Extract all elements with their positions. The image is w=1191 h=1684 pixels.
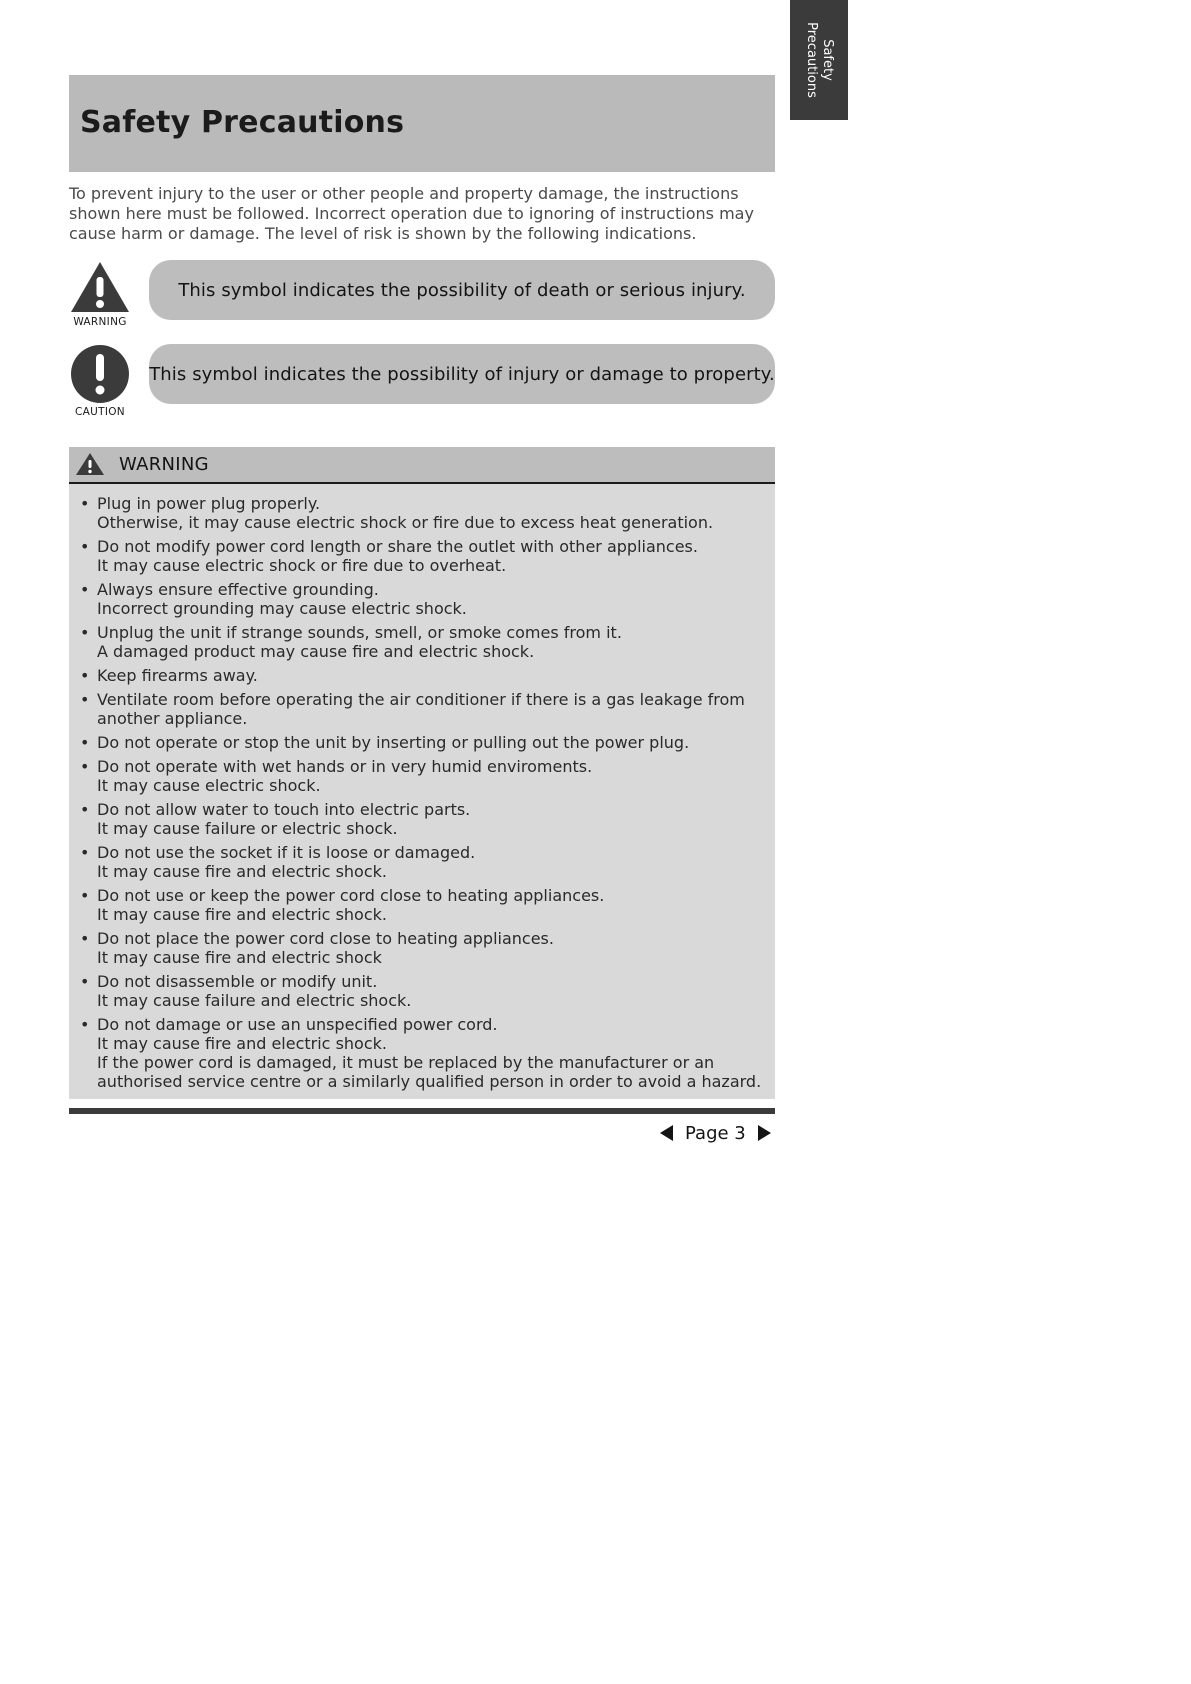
warning-list-item <box>69 800 775 838</box>
warning-section <box>69 447 775 1099</box>
caution-symbol-caption: CAUTION <box>75 406 125 418</box>
caution-symbol-description: This symbol indicates the possibility of injury or damage to property. <box>149 344 775 404</box>
warning-list-item <box>69 537 775 575</box>
warning-item-instruction: • Do not allow water to touch into electric parts. <box>97 800 471 819</box>
warning-list-item <box>69 580 775 618</box>
warning-item-consequence: It may cause fire and electric shock. <box>97 905 387 924</box>
page-number: Page 3 <box>685 1122 746 1144</box>
warning-list-item <box>69 690 775 728</box>
warning-item-instruction: • Ventilate room before operating the air conditioner if there is a gas leakage from another appliance. <box>97 690 745 728</box>
warning-item-consequence: A damaged product may cause fire and electric shock. <box>97 642 535 661</box>
caution-symbol-row <box>69 344 775 418</box>
previous-page-arrow-icon[interactable] <box>660 1125 673 1141</box>
title-bar <box>69 75 775 172</box>
warning-item-consequence: It may cause failure and electric shock. <box>97 991 412 1010</box>
page-title: Safety Precautions <box>80 105 405 140</box>
page-navigation <box>660 1121 780 1145</box>
intro-paragraph: To prevent injury to the user or other people and property damage, the instructions shown here must be followed. Incorrect operation due to ignoring of instructions may cause harm or damage. The level of risk is shown by the following indications. <box>69 184 754 243</box>
warning-list-item <box>69 929 775 967</box>
warning-list-item <box>69 623 775 661</box>
warning-list-item <box>69 972 775 1010</box>
warning-item-instruction: • Unplug the unit if strange sounds, smell, or smoke comes from it. <box>97 623 622 642</box>
warning-item-consequence: It may cause fire and electric shock. <box>97 862 387 881</box>
warning-list-item <box>69 666 775 685</box>
warning-item-instruction: • Do not use the socket if it is loose or damaged. <box>97 843 476 862</box>
caution-exclamation-icon <box>69 344 131 404</box>
warning-symbol-description: This symbol indicates the possibility of death or serious injury. <box>149 260 775 320</box>
warning-item-instruction: • Keep firearms away. <box>97 666 258 685</box>
warning-list-item <box>69 886 775 924</box>
warning-list-item <box>69 1015 775 1091</box>
caution-symbol <box>69 344 131 418</box>
warning-item-instruction: • Do not disassemble or modify unit. <box>97 972 378 991</box>
warning-item-instruction: • Do not operate or stop the unit by inserting or pulling out the power plug. <box>97 733 690 752</box>
warning-triangle-icon <box>69 260 131 314</box>
next-page-arrow-icon[interactable] <box>758 1125 771 1141</box>
warning-item-instruction: • Do not place the power cord close to heating appliances. <box>97 929 554 948</box>
warning-symbol <box>69 260 131 328</box>
warning-item-instruction: • Do not operate with wet hands or in very humid enviroments. <box>97 757 593 776</box>
warning-list-item <box>69 494 775 532</box>
warning-section-heading: WARNING <box>119 454 209 475</box>
warning-list-item <box>69 733 775 752</box>
warning-item-consequence: Incorrect grounding may cause electric shock. <box>97 599 467 618</box>
warning-item-instruction: • Do not modify power cord length or share the outlet with other appliances. <box>97 537 698 556</box>
warning-item-instruction: • Do not use or keep the power cord close to heating appliances. <box>97 886 605 905</box>
warning-item-consequence: It may cause fire and electric shock <box>97 948 382 967</box>
warning-section-header <box>69 447 775 484</box>
warning-item-consequence: It may cause electric shock. <box>97 776 321 795</box>
side-tab-label: Safety Precautions <box>804 22 835 98</box>
warning-item-consequence: If the power cord is damaged, it must be replaced by the manufacturer or an authorised service centre or a similarly qualified person in order to avoid a hazard. <box>97 1053 762 1091</box>
warning-symbol-caption: WARNING <box>73 316 127 328</box>
warning-item-instruction: • Do not damage or use an unspecified power cord. <box>97 1015 498 1034</box>
warning-item-instruction: • Always ensure effective grounding. <box>97 580 379 599</box>
warning-list <box>69 484 775 1091</box>
section-side-tab[interactable] <box>790 0 848 120</box>
warning-triangle-icon <box>75 452 105 476</box>
warning-item-consequence: It may cause failure or electric shock. <box>97 819 398 838</box>
warning-symbol-row <box>69 260 775 328</box>
bottom-divider <box>69 1108 775 1114</box>
warning-item-consequence: It may cause electric shock or fire due to overheat. <box>97 556 507 575</box>
warning-item-consequence: Otherwise, it may cause electric shock or fire due to excess heat generation. <box>97 513 714 532</box>
warning-list-item <box>69 843 775 881</box>
warning-list-item <box>69 757 775 795</box>
warning-item-consequence: It may cause fire and electric shock. <box>97 1034 387 1053</box>
warning-item-instruction: • Plug in power plug properly. <box>97 494 321 513</box>
